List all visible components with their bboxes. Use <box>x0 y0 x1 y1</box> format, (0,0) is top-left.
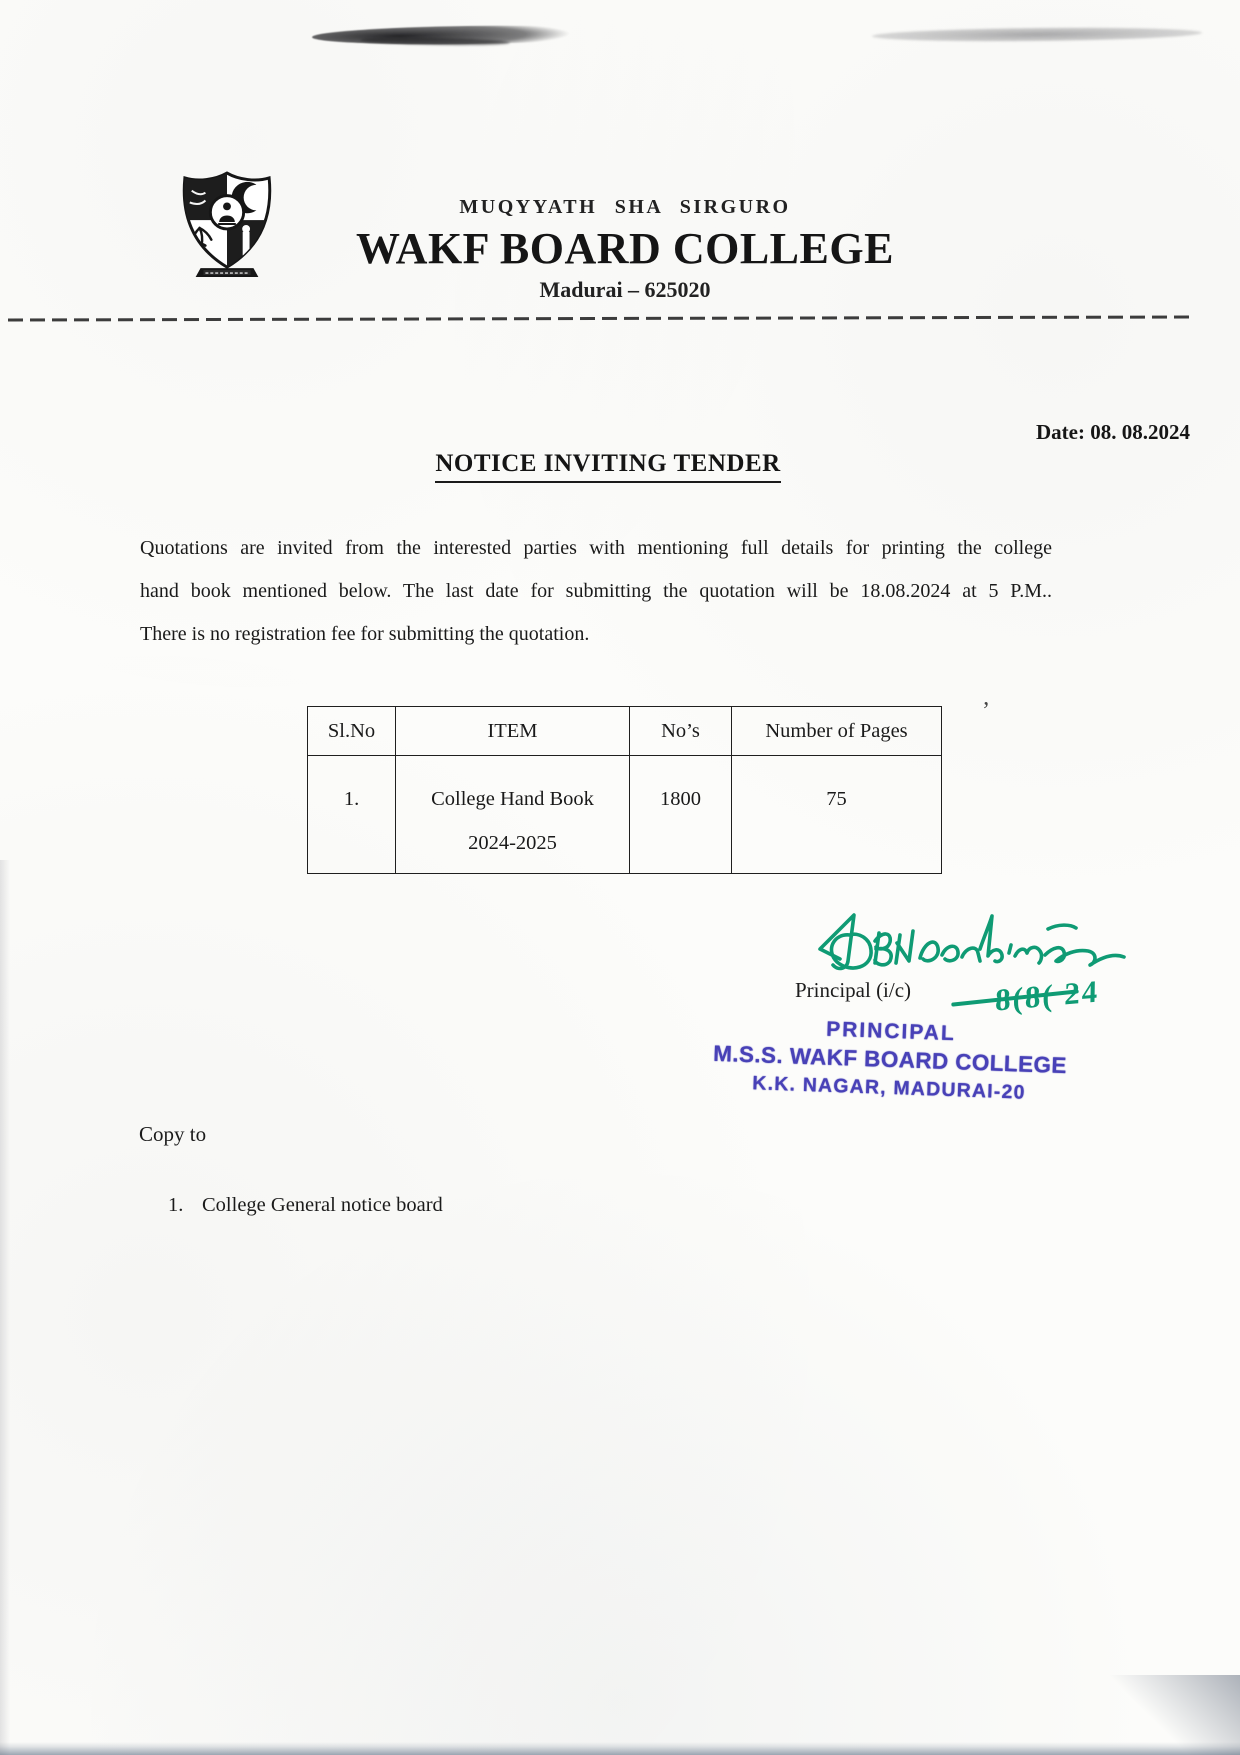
institution-name-line: MUQYYATH SHA SIRGURO <box>459 196 791 218</box>
college-address: Madurai – 625020 <box>539 277 711 302</box>
cell-nos: 1800 <box>630 756 732 874</box>
college-crest-logo <box>178 166 276 284</box>
letterhead-divider <box>8 315 1192 321</box>
scan-stray-mark: ’ <box>982 698 990 724</box>
cell-item <box>396 756 630 874</box>
title-row <box>0 450 1228 483</box>
letterhead <box>320 196 930 303</box>
copy-item-number: 1. <box>168 1194 184 1216</box>
tender-items-table <box>307 706 942 874</box>
col-header-slno: Sl.No <box>308 707 396 756</box>
paragraph-line: There is no registration fee for submitting the quotation. <box>140 623 590 645</box>
scan-smudge-artifact <box>872 26 1202 42</box>
notice-paragraph <box>140 527 1052 656</box>
copy-item-label: College General notice board <box>202 1194 443 1216</box>
item-year: 2024-2025 <box>468 832 557 854</box>
document-date: Date: 08. 08.2024 <box>1036 420 1190 444</box>
item-name: College Hand Book <box>431 788 594 810</box>
col-header-nos: No’s <box>630 707 732 756</box>
col-header-item: ITEM <box>396 707 630 756</box>
stamp-line-address: K.K. NAGAR, MADURAI-20 <box>752 1072 1027 1104</box>
paragraph-line: hand book mentioned below. The last date for submitting the quotation will be 18.08.2024 at 5 P.M.. <box>140 580 1052 602</box>
stamp-line-designation: PRINCIPAL <box>825 1017 957 1046</box>
table-row <box>308 756 942 874</box>
cell-pages: 75 <box>732 756 942 874</box>
table-header-row <box>308 707 942 756</box>
copy-to-label: Copy to <box>139 1122 207 1146</box>
stamp-line-college: M.S.S. WAKF BOARD COLLEGE <box>712 1040 1068 1079</box>
page-title: NOTICE INVITING TENDER <box>435 450 780 483</box>
copy-to-item <box>168 1194 443 1217</box>
principal-label: Principal (i/c) <box>795 978 912 1002</box>
scan-edge-artifact <box>0 1742 1240 1755</box>
paragraph-line: Quotations are invited from the interested parties with mentioning full details for printing the college <box>140 537 1052 559</box>
principal-office-stamp <box>694 1013 1087 1107</box>
scan-corner-artifact <box>1100 1675 1240 1755</box>
college-name: WAKF BOARD COLLEGE <box>356 224 894 273</box>
handwritten-date-ink: 8(8( 24 <box>994 973 1100 1018</box>
scan-edge-artifact <box>0 860 10 1755</box>
cell-slno: 1. <box>308 756 396 874</box>
col-header-pages: Number of Pages <box>732 707 942 756</box>
